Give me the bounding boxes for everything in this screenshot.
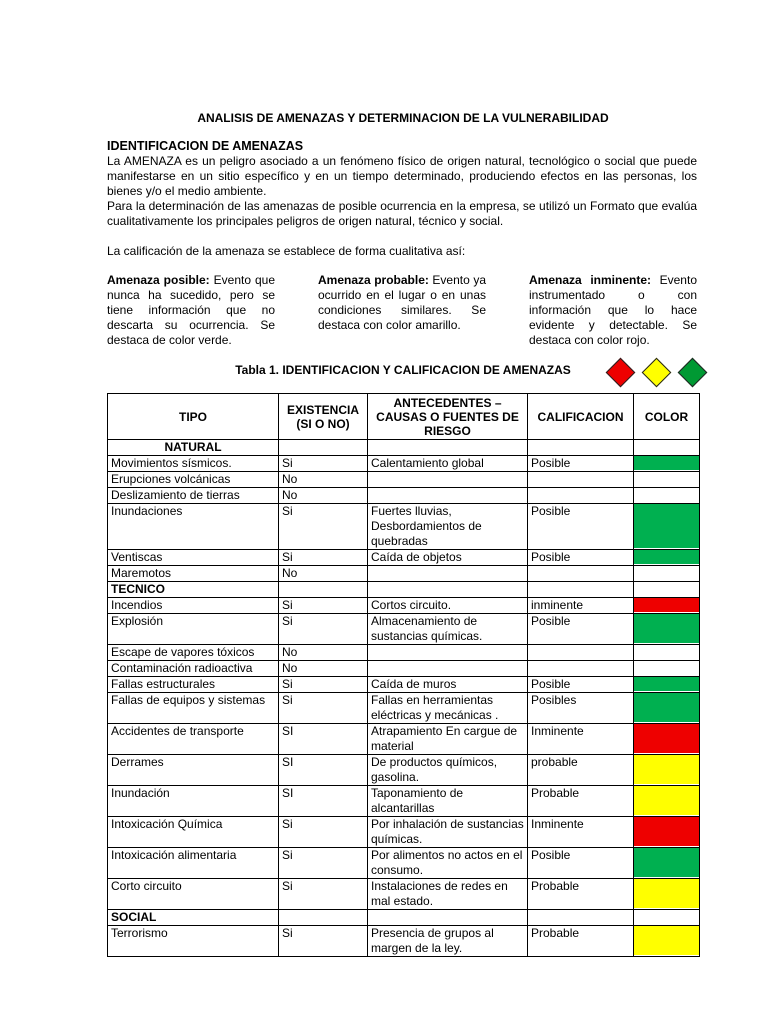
color-swatch: [634, 755, 699, 784]
cell-existencia: Si: [279, 926, 368, 957]
cell-tipo: Fallas estructurales: [108, 677, 279, 693]
cell-calificacion: [528, 661, 634, 677]
empty-cell: [528, 582, 634, 598]
cell-tipo: Inundación: [108, 786, 279, 817]
color-swatch: [634, 488, 699, 502]
cell-antecedentes: Cortos circuito.: [368, 598, 528, 614]
cell-color: [634, 598, 700, 614]
color-swatch: [634, 693, 699, 722]
cell-calificacion: Probable: [528, 926, 634, 957]
cell-antecedentes: [368, 488, 528, 504]
table-row: [108, 879, 700, 910]
table-row: [108, 566, 700, 582]
cell-existencia: Si: [279, 879, 368, 910]
cell-antecedentes: Caída de objetos: [368, 550, 528, 566]
cell-tipo: Derrames: [108, 755, 279, 786]
cell-tipo: Maremotos: [108, 566, 279, 582]
table-row: [108, 550, 700, 566]
cell-existencia: SI: [279, 755, 368, 786]
header-color: COLOR: [634, 394, 700, 440]
cell-color: [634, 566, 700, 582]
cell-calificacion: Inminente: [528, 724, 634, 755]
table-row: [108, 645, 700, 661]
table-row: [108, 755, 700, 786]
color-swatch: [634, 926, 699, 955]
color-swatch: [634, 724, 699, 753]
cell-calificacion: [528, 488, 634, 504]
cell-tipo: Deslizamiento de tierras: [108, 488, 279, 504]
definition-possible: [107, 273, 275, 348]
empty-cell: [368, 910, 528, 926]
cell-calificacion: Posible: [528, 504, 634, 550]
color-swatch: [634, 566, 699, 580]
cell-existencia: No: [279, 661, 368, 677]
cell-color: [634, 550, 700, 566]
definition-term: Amenaza posible:: [107, 273, 210, 287]
table-row: [108, 926, 700, 957]
cell-tipo: Inundaciones: [108, 504, 279, 550]
cell-color: [634, 677, 700, 693]
cell-tipo: Fallas de equipos y sistemas: [108, 693, 279, 724]
cell-calificacion: Posible: [528, 550, 634, 566]
paragraph-methodology: Para la determinación de las amenazas de posible ocurrencia en la empresa, se utilizó un Formato que evalúa cualitativamente los principales peligros de origen natural, técnico y social.: [107, 199, 697, 228]
cell-antecedentes: Atrapamiento En cargue de material: [368, 724, 528, 755]
paragraph-amenaza-definition: La AMENAZA es un peligro asociado a un fenómeno físico de origen natural, tecnológico o social que puede manifestarse en un sitio específico y en un tiempo determinado, produciendo efectos en las personas, los bienes y/o el medio ambiente.: [107, 154, 697, 198]
cell-existencia: No: [279, 488, 368, 504]
cell-tipo: Erupciones volcánicas: [108, 472, 279, 488]
color-swatch: [634, 614, 699, 643]
cell-color: [634, 472, 700, 488]
color-swatch: [634, 456, 699, 470]
cell-calificacion: Inminente: [528, 817, 634, 848]
header-tipo: TIPO: [108, 394, 279, 440]
cell-antecedentes: [368, 566, 528, 582]
cell-color: [634, 926, 700, 957]
cell-tipo: Contaminación radioactiva: [108, 661, 279, 677]
document-title: ANALISIS DE AMENAZAS Y DETERMINACION DE LA VULNERABILIDAD: [197, 111, 609, 125]
cell-antecedentes: Calentamiento global: [368, 456, 528, 472]
cell-color: [634, 879, 700, 910]
empty-cell: [634, 910, 700, 926]
cell-tipo: Ventiscas: [108, 550, 279, 566]
cell-color: [634, 755, 700, 786]
cell-existencia: Si: [279, 677, 368, 693]
empty-cell: [528, 440, 634, 456]
cell-existencia: Si: [279, 817, 368, 848]
definition-term: Amenaza inminente:: [529, 273, 651, 287]
definition-term: Amenaza probable:: [318, 273, 429, 287]
color-swatch: [634, 550, 699, 564]
cell-calificacion: Probable: [528, 786, 634, 817]
table-row: [108, 661, 700, 677]
table-row: [108, 472, 700, 488]
cell-calificacion: Posible: [528, 614, 634, 645]
cell-tipo: Accidentes de transporte: [108, 724, 279, 755]
cell-calificacion: [528, 645, 634, 661]
cell-existencia: No: [279, 645, 368, 661]
cell-tipo: Explosión: [108, 614, 279, 645]
category-label: NATURAL: [108, 440, 279, 456]
empty-cell: [528, 910, 634, 926]
table-row: [108, 677, 700, 693]
cell-existencia: SI: [279, 724, 368, 755]
cell-antecedentes: De productos químicos, gasolina.: [368, 755, 528, 786]
cell-color: [634, 504, 700, 550]
cell-calificacion: probable: [528, 755, 634, 786]
cell-existencia: Si: [279, 614, 368, 645]
cell-antecedentes: Caída de muros: [368, 677, 528, 693]
empty-cell: [279, 582, 368, 598]
cell-color: [634, 786, 700, 817]
cell-color: [634, 614, 700, 645]
cell-color: [634, 661, 700, 677]
empty-cell: [279, 440, 368, 456]
table-row: [108, 504, 700, 550]
category-label: SOCIAL: [108, 910, 279, 926]
empty-cell: [279, 910, 368, 926]
header-antecedentes: ANTECEDENTES – CAUSAS O FUENTES DE RIESGO: [368, 394, 528, 440]
cell-calificacion: [528, 566, 634, 582]
cell-antecedentes: Presencia de grupos al margen de la ley.: [368, 926, 528, 957]
color-swatch: [634, 472, 699, 486]
table-header-row: [108, 394, 700, 440]
cell-calificacion: Probable: [528, 879, 634, 910]
definition-imminent: [529, 273, 697, 348]
color-swatch: [634, 817, 699, 846]
table-row: [108, 724, 700, 755]
cell-calificacion: Posible: [528, 677, 634, 693]
header-existencia: EXISTENCIA (SI O NO): [279, 394, 368, 440]
cell-existencia: No: [279, 566, 368, 582]
cell-existencia: No: [279, 472, 368, 488]
empty-cell: [634, 440, 700, 456]
table-category-row: [108, 910, 700, 926]
cell-antecedentes: [368, 472, 528, 488]
color-swatch: [634, 504, 699, 548]
cell-color: [634, 724, 700, 755]
cell-color: [634, 488, 700, 504]
table-row: [108, 488, 700, 504]
cell-color: [634, 456, 700, 472]
table-row: [108, 456, 700, 472]
section-heading: IDENTIFICACION DE AMENAZAS: [107, 139, 304, 153]
cell-existencia: Si: [279, 550, 368, 566]
cell-tipo: Movimientos sísmicos.: [108, 456, 279, 472]
cell-color: [634, 693, 700, 724]
cell-antecedentes: Taponamiento de alcantarillas: [368, 786, 528, 817]
cell-antecedentes: Por inhalación de sustancias químicas.: [368, 817, 528, 848]
table-category-row: [108, 440, 700, 456]
cell-calificacion: Posible: [528, 456, 634, 472]
color-swatch: [634, 848, 699, 877]
color-swatch: [634, 786, 699, 815]
cell-antecedentes: Por alimentos no actos en el consumo.: [368, 848, 528, 879]
cell-calificacion: inminente: [528, 598, 634, 614]
cell-existencia: Si: [279, 693, 368, 724]
cell-existencia: Si: [279, 504, 368, 550]
color-swatch: [634, 677, 699, 691]
definition-text: Evento ya ocurrido en el lugar o en unas condiciones similares. Se destaca con color amarillo.: [318, 273, 486, 332]
cell-color: [634, 848, 700, 879]
cell-existencia: SI: [279, 786, 368, 817]
cell-tipo: Intoxicación alimentaria: [108, 848, 279, 879]
empty-cell: [368, 440, 528, 456]
cell-tipo: Intoxicación Química: [108, 817, 279, 848]
empty-cell: [634, 582, 700, 598]
table-row: [108, 786, 700, 817]
table-row: [108, 817, 700, 848]
cell-antecedentes: [368, 661, 528, 677]
paragraph-qualification-intro: La calificación de la amenaza se establece de forma cualitativa así:: [107, 244, 466, 258]
cell-antecedentes: Almacenamiento de sustancias químicas.: [368, 614, 528, 645]
cell-tipo: Incendios: [108, 598, 279, 614]
definition-text: Evento instrumentado o con información que lo hace evidente y detectable. Se destaca con color rojo.: [529, 273, 697, 347]
color-swatch: [634, 661, 699, 675]
definition-text: Evento que nunca ha sucedido, pero se tiene información que no descarta su ocurrencia. Se destaca de color verde.: [107, 273, 275, 347]
cell-tipo: Corto circuito: [108, 879, 279, 910]
category-label: TECNICO: [108, 582, 279, 598]
color-swatch: [634, 645, 699, 659]
cell-antecedentes: Instalaciones de redes en mal estado.: [368, 879, 528, 910]
cell-existencia: Si: [279, 598, 368, 614]
cell-antecedentes: Fallas en herramientas eléctricas y mecánicas .: [368, 693, 528, 724]
cell-antecedentes: [368, 645, 528, 661]
table-row: [108, 693, 700, 724]
cell-calificacion: Posibles: [528, 693, 634, 724]
threats-table: [107, 393, 700, 957]
cell-color: [634, 817, 700, 848]
cell-calificacion: Posible: [528, 848, 634, 879]
table-row: [108, 848, 700, 879]
table-row: [108, 598, 700, 614]
table-row: [108, 614, 700, 645]
cell-color: [634, 645, 700, 661]
cell-existencia: Si: [279, 848, 368, 879]
header-calificacion: CALIFICACION: [528, 394, 634, 440]
table-category-row: [108, 582, 700, 598]
table-caption: Tabla 1. IDENTIFICACION Y CALIFICACION DE AMENAZAS: [235, 363, 571, 377]
definition-probable: [318, 273, 486, 333]
cell-antecedentes: Fuertes lluvias, Desbordamientos de quebradas: [368, 504, 528, 550]
cell-tipo: Escape de vapores tóxicos: [108, 645, 279, 661]
cell-existencia: Si: [279, 456, 368, 472]
color-swatch: [634, 598, 699, 612]
cell-tipo: Terrorismo: [108, 926, 279, 957]
empty-cell: [368, 582, 528, 598]
cell-calificacion: [528, 472, 634, 488]
color-swatch: [634, 879, 699, 908]
